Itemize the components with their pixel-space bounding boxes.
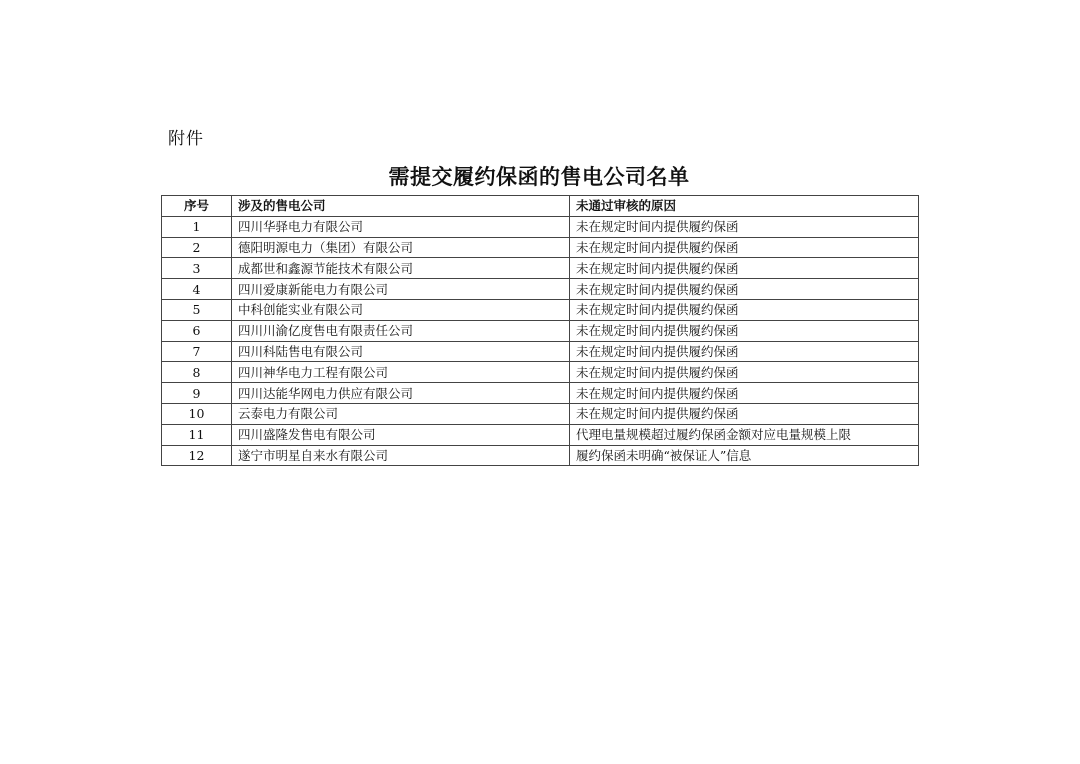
row-company: 四川川渝亿度售电有限责任公司 (232, 320, 570, 341)
row-company: 四川盛隆发售电有限公司 (232, 424, 570, 445)
table-header-row (162, 196, 919, 217)
company-list-table (161, 195, 919, 466)
attachment-label: 附件 (168, 129, 204, 149)
table-row (162, 258, 919, 279)
row-number: 7 (162, 341, 232, 362)
row-company: 四川科陆售电有限公司 (232, 341, 570, 362)
header-serial-number: 序号 (162, 196, 232, 217)
table-row (162, 299, 919, 320)
document-title: 需提交履约保函的售电公司名单 (388, 164, 690, 189)
row-reason: 未在规定时间内提供履约保函 (570, 258, 919, 279)
row-company: 中科创能实业有限公司 (232, 299, 570, 320)
row-reason: 未在规定时间内提供履约保函 (570, 279, 919, 300)
table-row (162, 362, 919, 383)
row-reason: 履约保函未明确“被保证人”信息 (570, 445, 919, 466)
table-row (162, 403, 919, 424)
row-reason: 未在规定时间内提供履约保函 (570, 216, 919, 237)
table-row (162, 445, 919, 466)
table-row (162, 216, 919, 237)
table-row (162, 237, 919, 258)
row-company: 成都世和鑫源节能技术有限公司 (232, 258, 570, 279)
row-company: 四川达能华网电力供应有限公司 (232, 383, 570, 404)
row-company: 四川爱康新能电力有限公司 (232, 279, 570, 300)
row-reason: 未在规定时间内提供履约保函 (570, 237, 919, 258)
header-company: 涉及的售电公司 (232, 196, 570, 217)
table-row (162, 279, 919, 300)
header-reason: 未通过审核的原因 (570, 196, 919, 217)
row-company: 云泰电力有限公司 (232, 403, 570, 424)
table-row (162, 320, 919, 341)
row-company: 遂宁市明星自来水有限公司 (232, 445, 570, 466)
row-number: 10 (162, 403, 232, 424)
row-reason: 未在规定时间内提供履约保函 (570, 362, 919, 383)
table-row (162, 341, 919, 362)
row-number: 12 (162, 445, 232, 466)
row-reason: 未在规定时间内提供履约保函 (570, 320, 919, 341)
row-company: 四川华驿电力有限公司 (232, 216, 570, 237)
row-number: 5 (162, 299, 232, 320)
row-number: 6 (162, 320, 232, 341)
row-company: 德阳明源电力（集团）有限公司 (232, 237, 570, 258)
row-reason: 未在规定时间内提供履约保函 (570, 403, 919, 424)
row-reason: 未在规定时间内提供履约保函 (570, 341, 919, 362)
row-number: 9 (162, 383, 232, 404)
row-number: 1 (162, 216, 232, 237)
table-row (162, 424, 919, 445)
row-reason: 未在规定时间内提供履约保函 (570, 299, 919, 320)
row-number: 8 (162, 362, 232, 383)
row-company: 四川神华电力工程有限公司 (232, 362, 570, 383)
row-number: 11 (162, 424, 232, 445)
row-reason: 未在规定时间内提供履约保函 (570, 383, 919, 404)
row-reason: 代理电量规模超过履约保函金额对应电量规模上限 (570, 424, 919, 445)
row-number: 2 (162, 237, 232, 258)
row-number: 3 (162, 258, 232, 279)
row-number: 4 (162, 279, 232, 300)
table-row (162, 383, 919, 404)
